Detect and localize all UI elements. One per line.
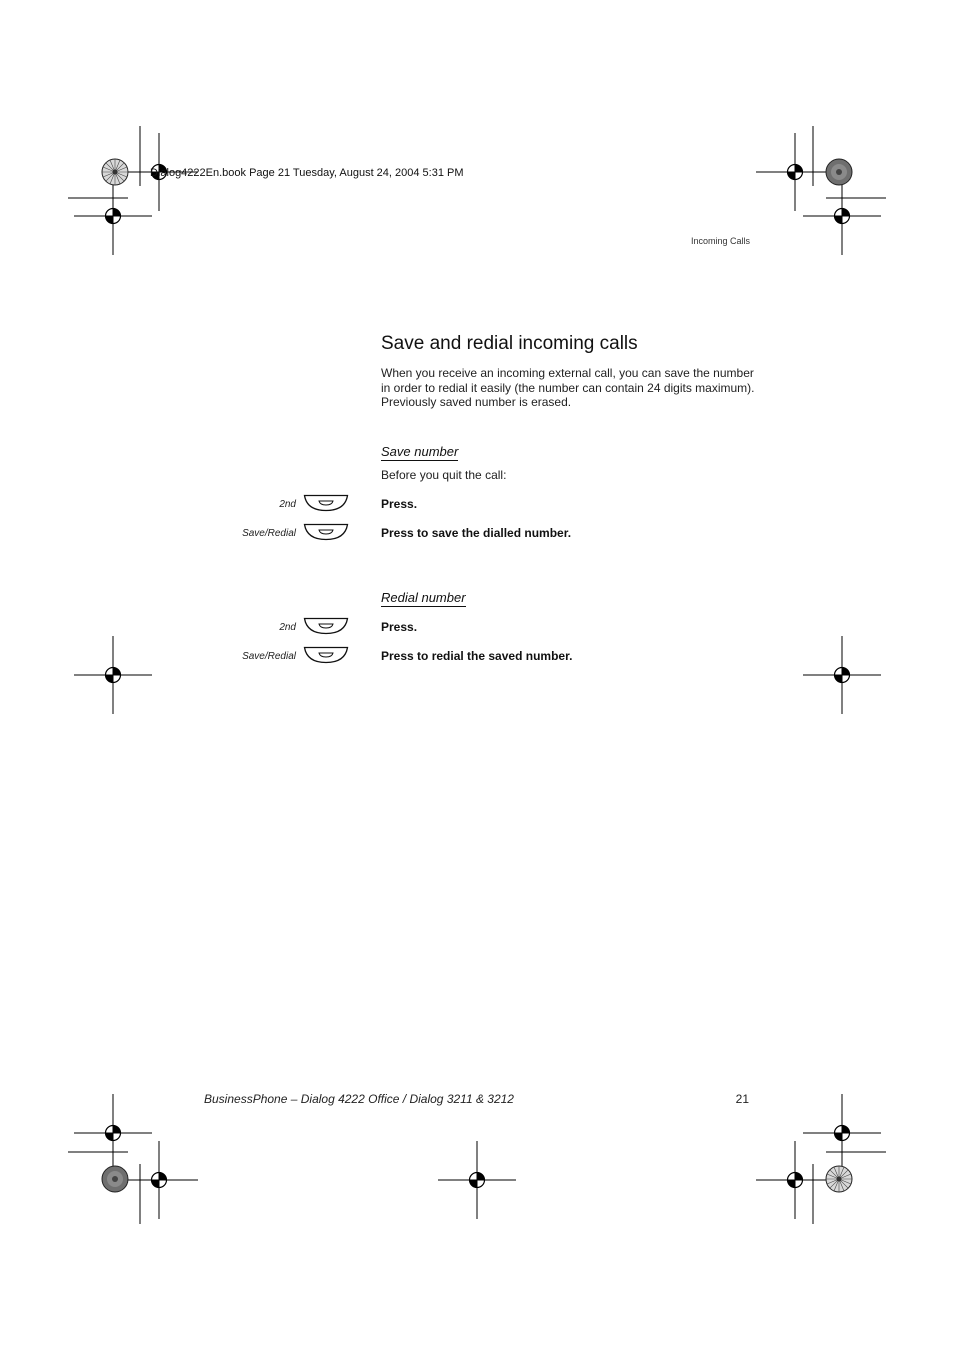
- soft-key-icon: [303, 646, 349, 664]
- soft-key-icon: [303, 617, 349, 635]
- running-head: Incoming Calls: [690, 236, 750, 246]
- section-heading-redial-number: Redial number: [381, 590, 466, 605]
- intro-paragraph: When you receive an incoming external call, you can save the number in order to redial it easily (the number can contain 24 digits maximum). Previously saved number is erased.: [381, 366, 755, 410]
- section-heading-save-number: Save number: [381, 444, 459, 459]
- section-lead: Before you quit the call:: [381, 468, 507, 482]
- key-label-save-redial: Save/Redial: [242, 528, 296, 539]
- key-label-2nd: 2nd: [279, 622, 296, 633]
- page-number: 21: [735, 1092, 749, 1106]
- soft-key-icon: [303, 494, 349, 512]
- print-slug: Dialog4222En.book Page 21 Tuesday, August 24, 2004 5:31 PM: [150, 167, 464, 179]
- step-instruction: Press.: [381, 620, 418, 634]
- step-instruction: Press to save the dialled number.: [381, 526, 572, 540]
- soft-key-icon: [303, 523, 349, 541]
- key-label-2nd: 2nd: [279, 499, 296, 510]
- step-instruction: Press.: [381, 497, 418, 511]
- step-instruction: Press to redial the saved number.: [381, 649, 573, 663]
- footer-title: BusinessPhone – Dialog 4222 Office / Dialog 3211 & 3212: [204, 1092, 514, 1106]
- key-label-save-redial: Save/Redial: [242, 651, 296, 662]
- page-title: Save and redial incoming calls: [381, 333, 638, 354]
